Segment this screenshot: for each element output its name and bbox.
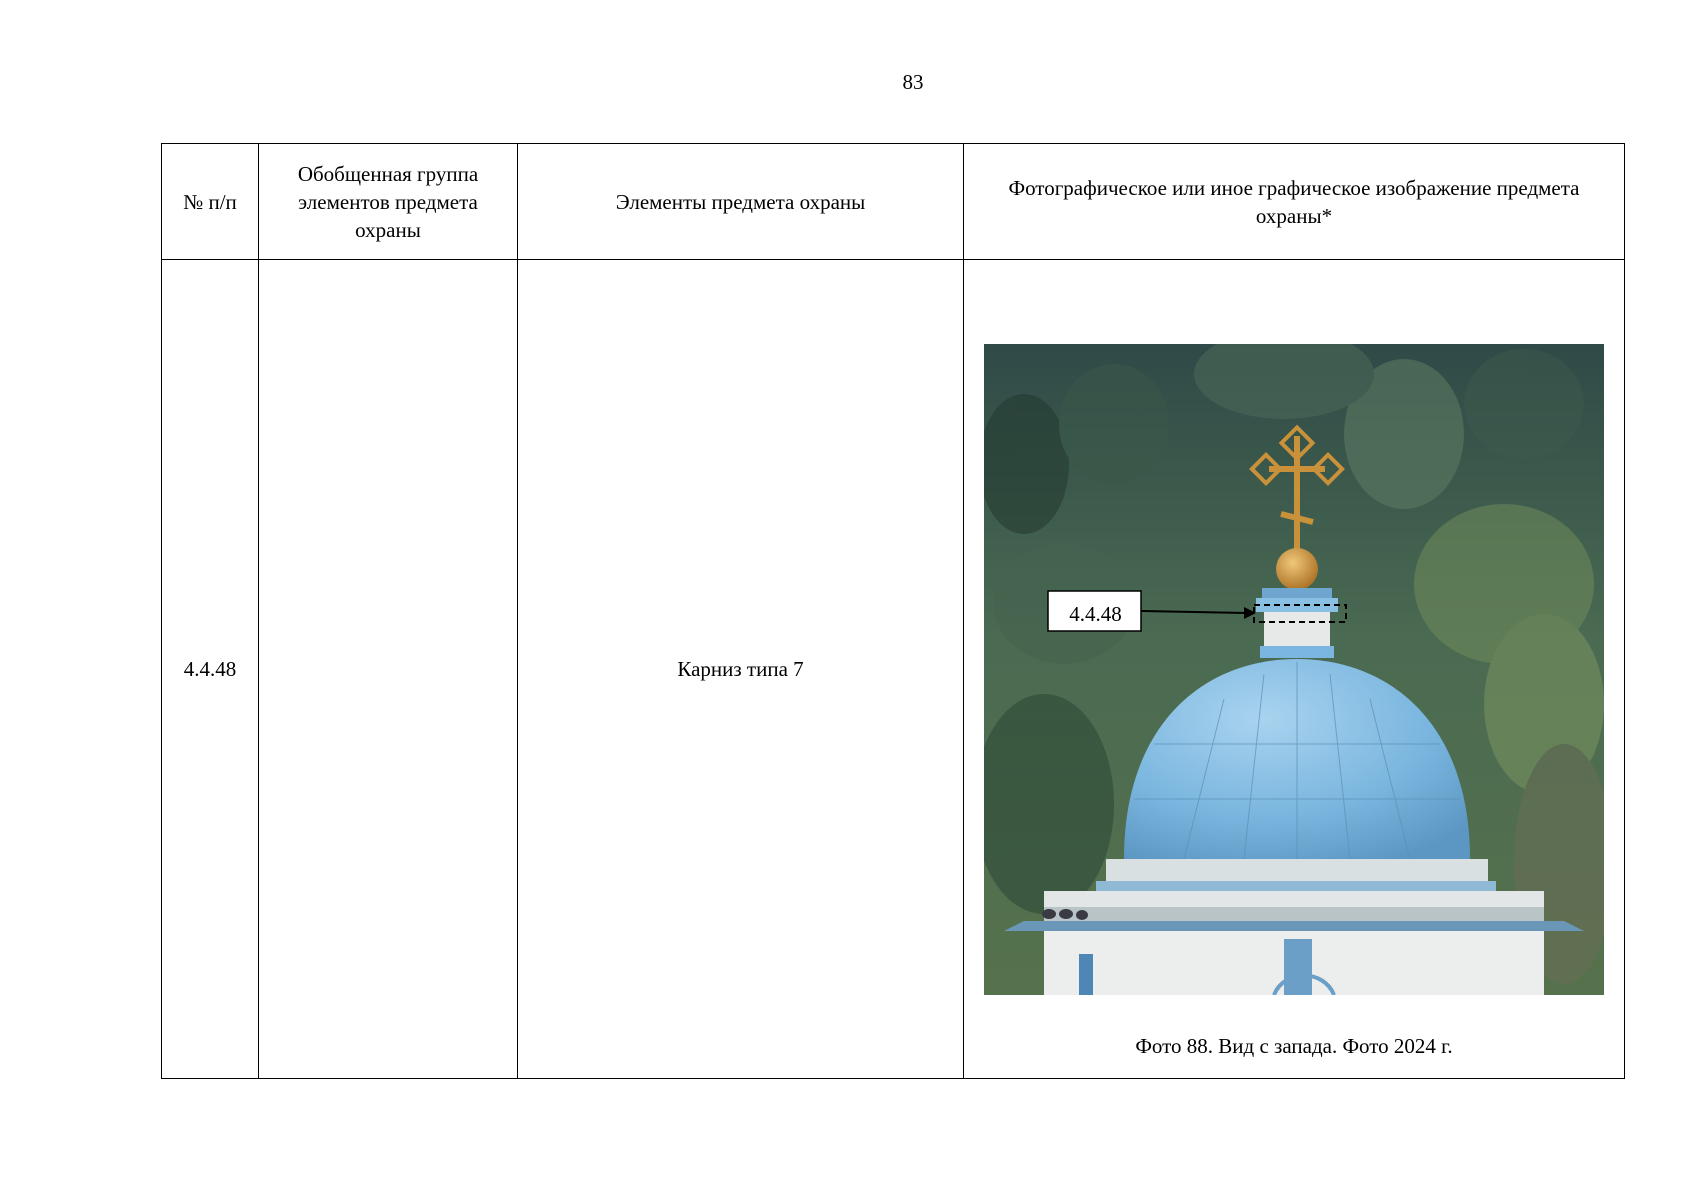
protection-table [161,143,1625,1079]
header-row [162,144,1625,260]
header-photo: Фотографическое или иное графическое изображение предмета охраны* [964,144,1625,260]
photo-caption: Фото 88. Вид с запада. Фото 2024 г. [1135,1034,1453,1058]
row-photo-cell [964,260,1625,1079]
header-number: № п/п [162,144,259,260]
photo-label: 4.4.48 [1069,602,1122,626]
page-number: 83 [902,70,924,94]
header-elements: Элементы предмета охраны [518,144,964,260]
row-group [259,260,518,1079]
header-group: Обобщенная группа элементов предмета охраны [259,144,518,260]
row-number: 4.4.48 [162,260,259,1079]
dome-photo [984,344,1604,995]
row-element: Карниз типа 7 [518,260,964,1079]
table-row [162,260,1625,1079]
